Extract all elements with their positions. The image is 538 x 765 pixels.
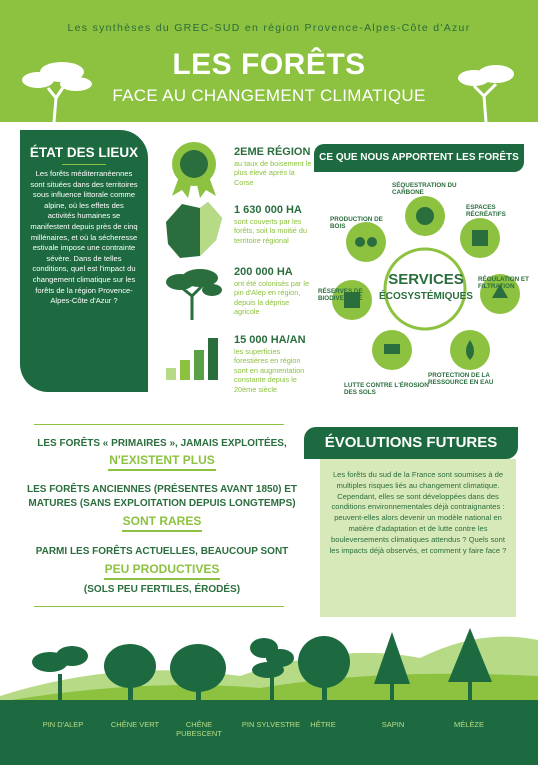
pine-tree-icon: [18, 58, 96, 122]
lower-text: MATURES (SANS EXPLOITATION DEPUIS LONGTEMPS): [28, 498, 296, 509]
stat-text: les superficies forestières en région sont en augmentation constante depuis le 20ème siècle: [234, 347, 305, 394]
tree-label: HÊTRE: [310, 720, 336, 729]
tree-label: MÉLÈZE: [453, 720, 484, 729]
header-subtitle: Les synthèses du GREC-SUD en région Provence-Alpes-Côte d'Azur: [67, 22, 471, 34]
lower-text: (SOLS PEU FERTILES, ÉRODÉS): [83, 584, 241, 595]
stat-title: 2EME RÉGION: [234, 146, 311, 158]
divider: [62, 164, 106, 165]
page-subtitle: FACE AU CHANGEMENT CLIMATIQUE: [112, 86, 426, 105]
underline: [104, 578, 220, 580]
service-label: SÉQUESTRATION DU CARBONE: [392, 182, 457, 196]
tree-label: PIN D'ALEP: [42, 720, 84, 729]
tree-label: CHÊNE PUBESCENT: [176, 720, 222, 738]
tree-landscape: [0, 618, 538, 708]
service-label: LUTTE CONTRE L'ÉROSION DES SOLS: [344, 382, 429, 396]
tree-icon: [162, 266, 224, 320]
underline: [108, 469, 216, 471]
award-medal-icon: [166, 140, 222, 198]
service-label: RÉGULATION ET FILTRATION: [478, 276, 529, 290]
services-header: CE QUE NOUS APPORTENT LES FORÊTS: [314, 144, 524, 172]
service-label: RÉSERVES DE BIODIVERSITÉ: [318, 288, 363, 302]
lower-highlight: PEU PRODUCTIVES: [104, 562, 220, 576]
page-title: LES FORÊTS: [172, 48, 366, 81]
lower-text: LES FORÊTS « PRIMAIRES », JAMAIS EXPLOITÉES,: [37, 438, 287, 449]
etat-text: Les forêts méditerranéennes sont situées dans des territoires sous influence littorale comme alpine, où les effets des activités humaines se manifestent depuis près de cinq millénaires, et où la sécheresse estivale impose une contrainte sévère. Dans de telles conditions, quel est l'impact du changement climatique sur les forêts de la région Provence-Alpes-Côte d'Azur ?: [30, 169, 138, 306]
stat-text: sont couverts par les forêts, soit la moitié du territoire régional: [234, 217, 308, 245]
growth-bar-icon: [164, 334, 222, 382]
stat-title: 1 630 000 HA: [234, 204, 302, 216]
underline: [122, 530, 202, 532]
region-map-icon: [160, 198, 226, 264]
services-center-subtitle: ÉCOSYSTÉMIQUES: [379, 291, 473, 302]
footer-band: [0, 700, 538, 765]
evolutions-text: Les forêts du sud de la France sont soumises à de multiples risques liés au changement climatique. Cependant, elles se sont développées dans des conditions environnementales déjà contraignantes : peuvent-elles alors devenir un modèle national en matière d'adaptation et de lutte contre les bouleversements climatiques attendus ? Quels sont les impacts déjà observés, et comment y faire face ?: [329, 470, 507, 555]
stat-text: au taux de boisement le plus élevé après la Corse: [234, 159, 312, 187]
lower-text: LES FORÊTS ANCIENNES (PRÉSENTES AVANT 1850) ET: [26, 484, 298, 495]
evolutions-header: ÉVOLUTIONS FUTURES: [304, 427, 518, 459]
service-label: PROTECTION DE LA RESSOURCE EN EAU: [428, 372, 494, 386]
divider: [34, 606, 284, 607]
lower-highlight: N'EXISTENT PLUS: [109, 453, 215, 467]
service-label: PRODUCTION DE BOIS: [330, 216, 383, 230]
pine-tree-icon: [450, 60, 520, 122]
services-center-title: SERVICES: [388, 271, 464, 288]
stat-text: ont été colonisés par le pin d'Alep en région, depuis la déprise agricole: [234, 279, 310, 317]
service-label: ESPACES RÉCRÉATIFS: [466, 204, 506, 218]
lower-text: PARMI LES FORÊTS ACTUELLES, BEAUCOUP SONT: [35, 546, 289, 557]
tree-label: CHÊNE VERT: [110, 720, 160, 729]
divider: [34, 424, 284, 425]
tree-label: PIN SYLVESTRE: [241, 720, 301, 729]
etat-title: ÉTAT DES LIEUX: [29, 145, 139, 160]
lower-highlight: SONT RARES: [122, 514, 202, 528]
stat-title: 200 000 HA: [234, 266, 293, 278]
tree-label: SAPIN: [381, 720, 405, 729]
stat-title: 15 000 HA/AN: [234, 334, 306, 346]
